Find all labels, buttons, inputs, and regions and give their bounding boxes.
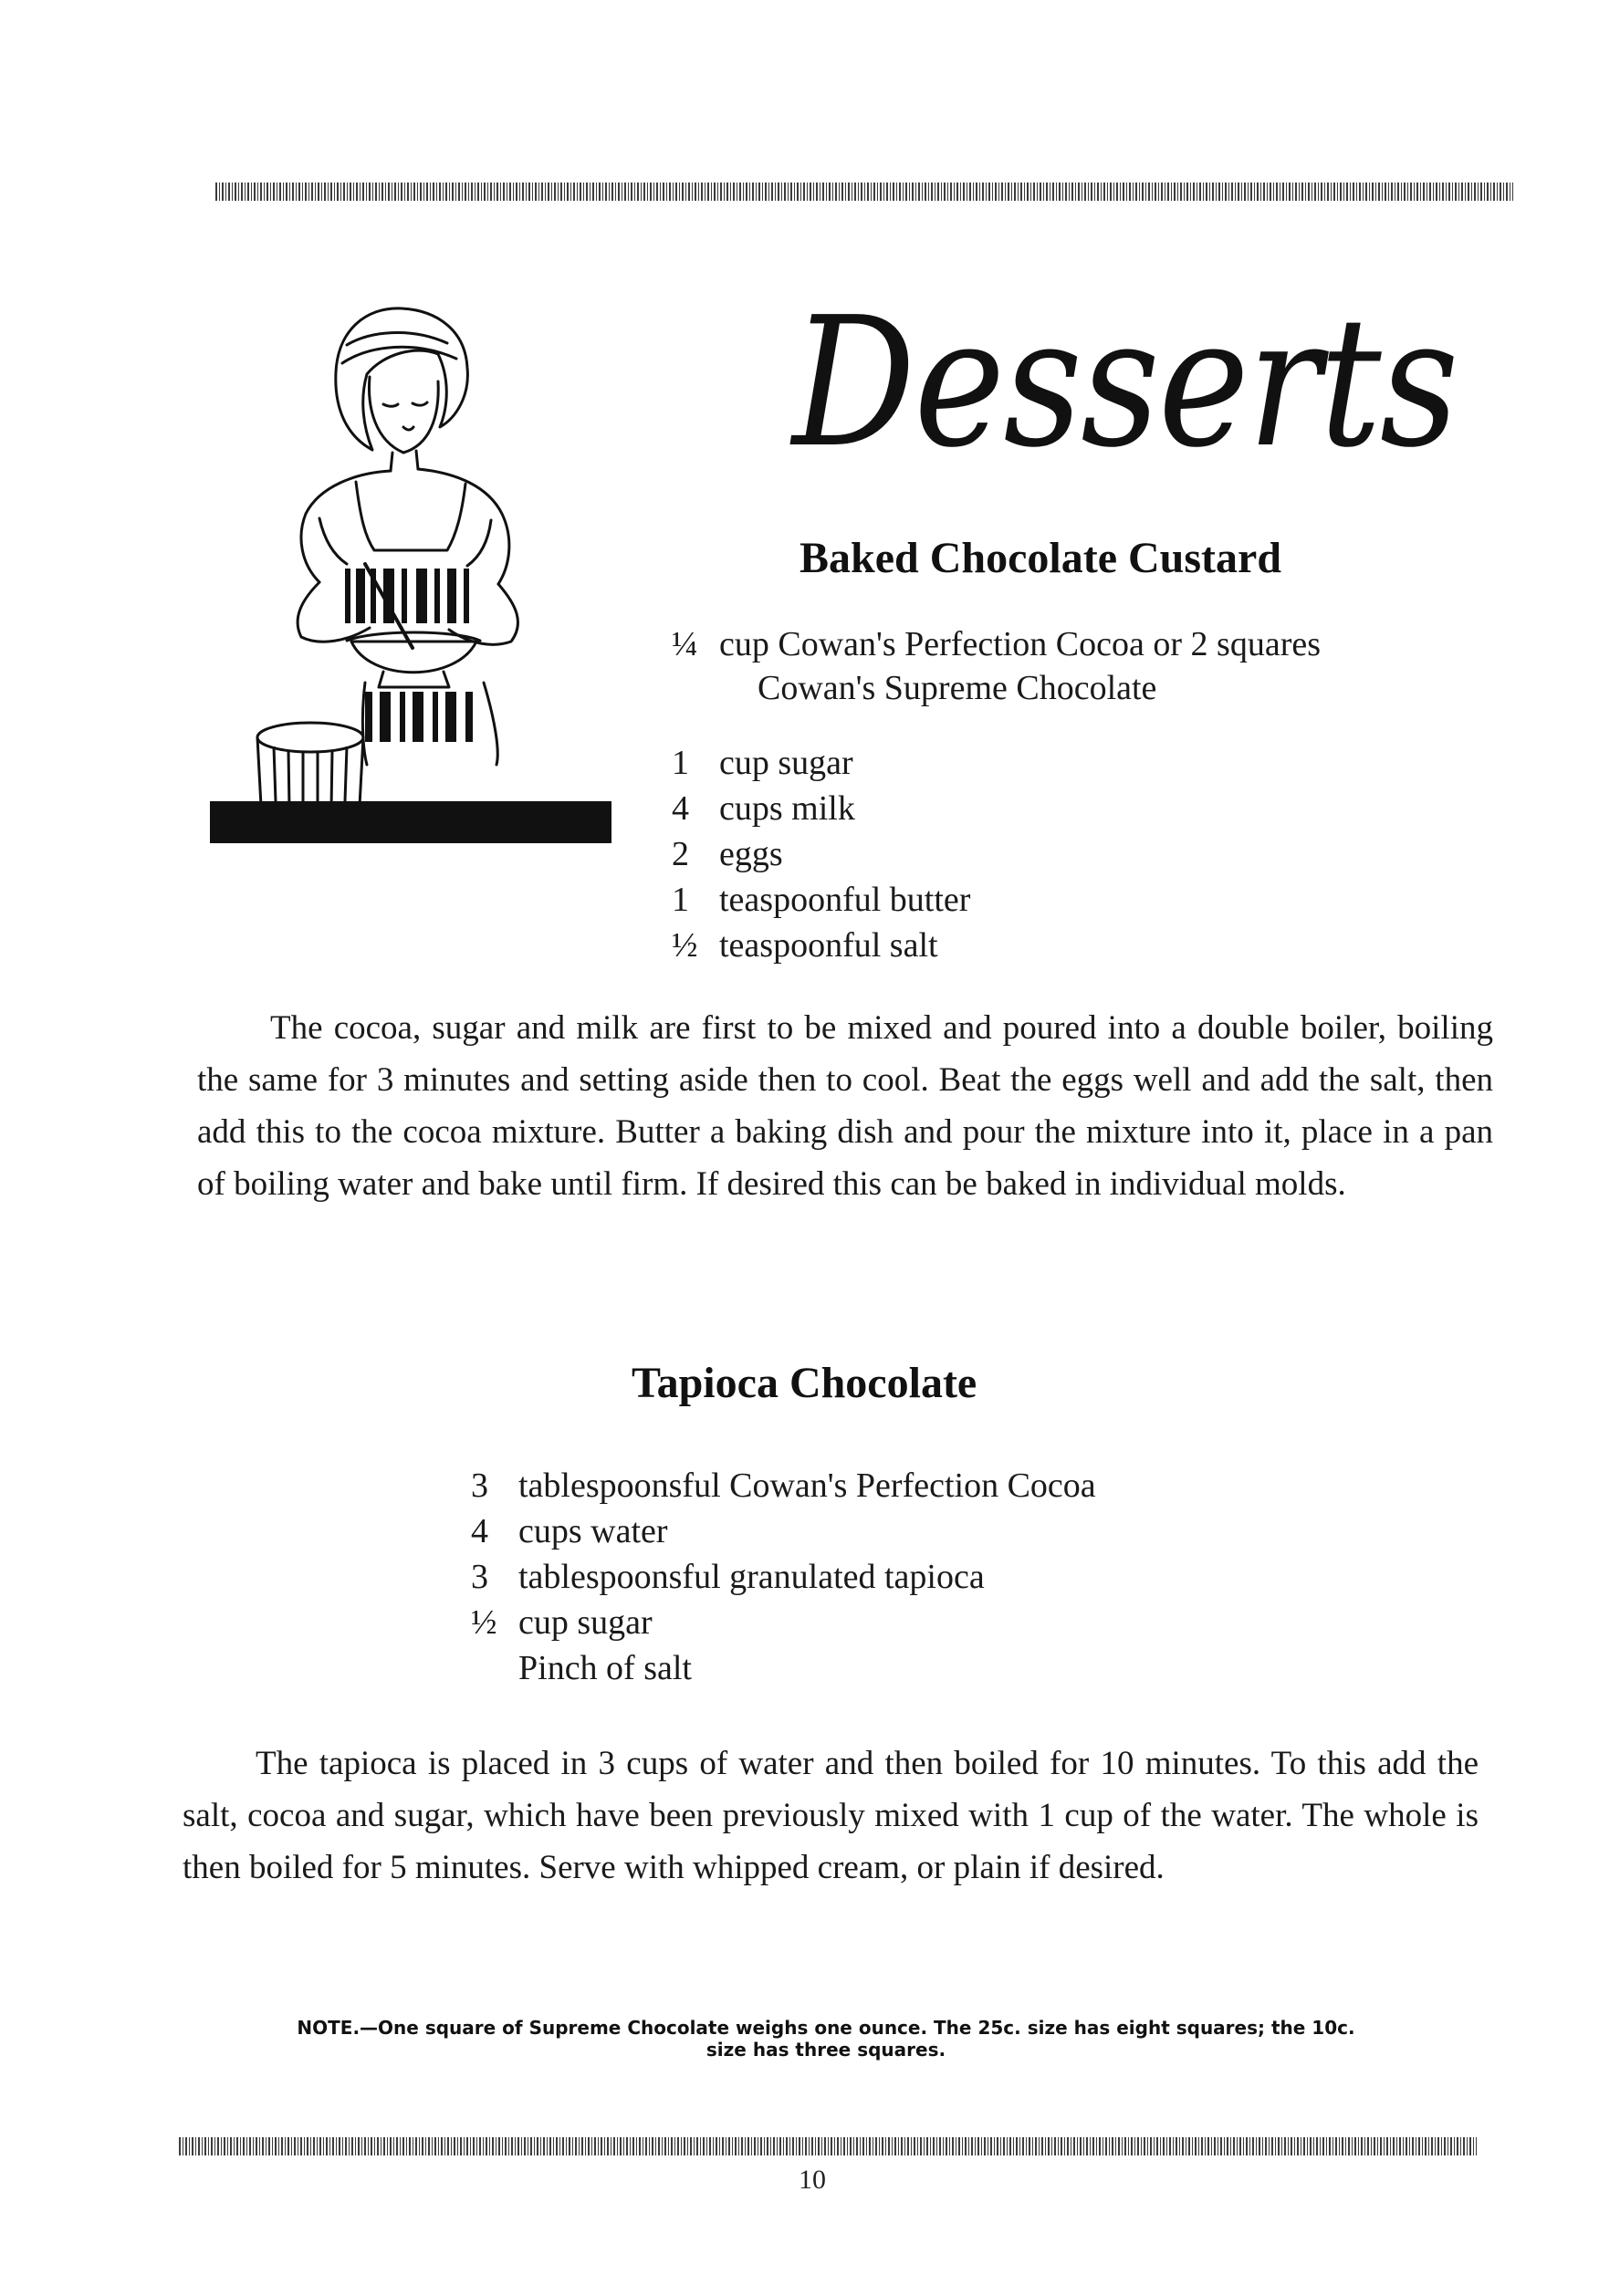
recipe-title-tapioca-chocolate: Tapioca Chocolate [632, 1359, 977, 1407]
ingredient-line: 2 eggs [672, 835, 783, 873]
girl-mixing-illustration [210, 290, 617, 849]
ingredient-line: ½ teaspoonful salt [672, 926, 938, 965]
ingredient-line: 1 cup sugar [672, 744, 853, 782]
page-number: 10 [799, 2165, 826, 2195]
bottom-ornamental-rule [179, 2137, 1477, 2155]
recipe-method-paragraph: The cocoa, sugar and milk are first to be mixed and poured into a double boiler, boiling the same for 3 minutes and setting aside then to cool. Beat the eggs well and add the salt, then add this to the cocoa mixture. Butter a baking dish and pour the mixture into it, place in a pan of boiling water and bake until firm. If desired this can be baked in individual molds. [197, 1009, 1493, 1203]
top-ornamental-rule [215, 183, 1513, 201]
ingredient-line: 4 cups milk [672, 789, 855, 828]
ingredient-line: 3 tablespoonsful Cowan's Perfection Cocoa [471, 1466, 1096, 1505]
ingredient-line: Cowan's Supreme Chocolate [758, 669, 1157, 707]
ingredient-line: 3 tablespoonsful granulated tapioca [471, 1558, 985, 1596]
section-heading: Desserts [792, 279, 1458, 487]
ingredient-line: 1 teaspoonful butter [672, 881, 971, 919]
footnote: NOTE.—One square of Supreme Chocolate weighs one ounce. The 25c. size has eight squares; the 10c. size has three squares. [297, 2017, 1355, 2061]
ingredient-line: ½ cup sugar [471, 1603, 653, 1642]
ingredient-line: 4 cups water [471, 1512, 668, 1550]
recipe-title-baked-chocolate-custard: Baked Chocolate Custard [800, 534, 1282, 582]
recipe-method-paragraph: The tapioca is placed in 3 cups of water and then boiled for 10 minutes. To this add the salt, cocoa and sugar, which have been previously mixed with 1 cup of the water. The whole is then boiled for 5 minutes. Serve with whipped cream, or plain if desired. [183, 1745, 1479, 1886]
ingredient-line: ¼ cup Cowan's Perfection Cocoa or 2 squares [672, 625, 1322, 663]
ingredient-line: Pinch of salt [518, 1649, 692, 1687]
